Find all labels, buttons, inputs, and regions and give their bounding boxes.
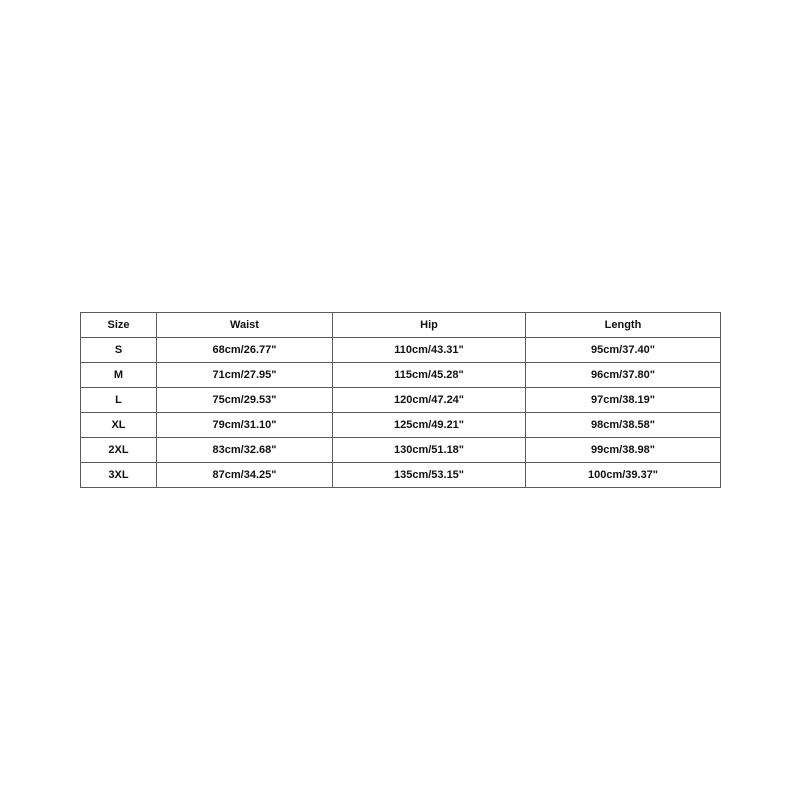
table-row (81, 388, 721, 413)
length-cell: 99cm/38.98" (526, 438, 721, 463)
size-cell: 3XL (81, 463, 157, 488)
header-hip: Hip (333, 313, 526, 338)
hip-cell: 125cm/49.21" (333, 413, 526, 438)
size-chart-body (81, 338, 721, 488)
size-cell: L (81, 388, 157, 413)
size-cell: XL (81, 413, 157, 438)
hip-cell: 130cm/51.18" (333, 438, 526, 463)
length-cell: 95cm/37.40" (526, 338, 721, 363)
size-cell: S (81, 338, 157, 363)
size-chart-header (81, 313, 721, 338)
waist-cell: 79cm/31.10" (157, 413, 333, 438)
waist-cell: 71cm/27.95" (157, 363, 333, 388)
header-length: Length (526, 313, 721, 338)
length-cell: 100cm/39.37" (526, 463, 721, 488)
table-row (81, 463, 721, 488)
table-row (81, 413, 721, 438)
size-chart-table (80, 312, 721, 488)
header-size: Size (81, 313, 157, 338)
waist-cell: 87cm/34.25" (157, 463, 333, 488)
length-cell: 96cm/37.80" (526, 363, 721, 388)
table-row (81, 438, 721, 463)
size-cell: M (81, 363, 157, 388)
table-row (81, 363, 721, 388)
hip-cell: 120cm/47.24" (333, 388, 526, 413)
waist-cell: 75cm/29.53" (157, 388, 333, 413)
table-row (81, 338, 721, 363)
hip-cell: 135cm/53.15" (333, 463, 526, 488)
hip-cell: 110cm/43.31" (333, 338, 526, 363)
header-row (81, 313, 721, 338)
length-cell: 98cm/38.58" (526, 413, 721, 438)
hip-cell: 115cm/45.28" (333, 363, 526, 388)
header-waist: Waist (157, 313, 333, 338)
length-cell: 97cm/38.19" (526, 388, 721, 413)
size-cell: 2XL (81, 438, 157, 463)
waist-cell: 83cm/32.68" (157, 438, 333, 463)
waist-cell: 68cm/26.77" (157, 338, 333, 363)
